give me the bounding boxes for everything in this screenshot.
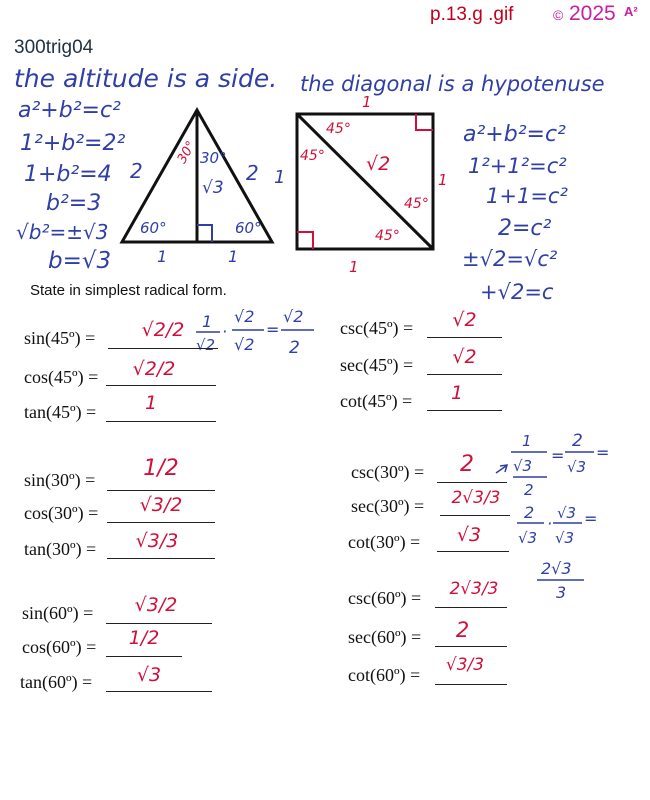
square-angle-label: 45° — [300, 148, 325, 164]
right-work-line: 1+1=c² — [486, 184, 568, 208]
tan45-answer[interactable]: 1 — [144, 392, 158, 414]
csc30-answer[interactable]: 2 — [460, 452, 474, 477]
csc45-label: csc(45º) = — [340, 318, 414, 338]
csc30-answer-line — [437, 482, 507, 483]
copyright-symbol: © — [553, 7, 564, 23]
sin45-label: sin(45º) = — [24, 328, 96, 348]
triangle-angle-bottom-right: 60° — [235, 219, 262, 237]
right-angle-mark — [197, 225, 212, 242]
equals-sign: = — [551, 446, 565, 465]
sec30-label: sec(30º) = — [351, 496, 425, 516]
left-work-line: b=√3 — [48, 248, 112, 274]
work-denominator: √2 — [234, 335, 255, 354]
equilateral-triangle-diagram — [122, 110, 285, 266]
triangle-angle-top-left: 30° — [174, 138, 200, 167]
work-numerator: 1 — [522, 432, 532, 450]
triangle-side-right-label: 2 — [246, 161, 259, 185]
cot30-label: cot(30º) = — [348, 532, 421, 552]
tan30-answer-line — [107, 558, 215, 559]
sin30-answer-line — [107, 490, 215, 491]
sin45-answer[interactable]: √2/2 — [141, 319, 185, 341]
sin60-label: sin(60º) = — [22, 603, 94, 623]
work-denominator: √3 — [567, 458, 587, 476]
heading-altitude-note: the altitude is a side. — [14, 64, 278, 93]
copyright-year: 2025 — [569, 2, 616, 25]
worksheet-title: 300trig04 — [14, 37, 94, 58]
triangle-altitude-label: √3 — [202, 178, 224, 198]
cot30-answer-line — [437, 551, 509, 552]
sin30-label: sin(30º) = — [24, 470, 96, 490]
square-side-bottom-label: 1 — [349, 258, 359, 276]
arrow-line — [496, 466, 506, 473]
sec60-answer[interactable]: 2 — [455, 618, 470, 642]
csc60-answer[interactable]: 2√3/3 — [449, 579, 499, 599]
triangle-side-extra-mark: 1 — [274, 167, 286, 188]
sin30-answer[interactable]: 1/2 — [143, 456, 179, 481]
cos30-answer-line — [107, 522, 215, 523]
tan60-label: tan(60º) = — [20, 672, 93, 692]
work-numerator: 2√3 — [541, 559, 572, 578]
dot-operator: · — [547, 514, 553, 533]
square-right-angle-mark-top — [416, 114, 433, 130]
cot60-answer-line — [435, 684, 507, 685]
cos45-answer[interactable]: √2/2 — [132, 358, 176, 380]
equals-sign: = — [596, 443, 610, 462]
square-right-angle-mark-bottom — [297, 232, 313, 249]
heading-diagonal-note: the diagonal is a hypotenuse — [300, 72, 605, 96]
square-diagram — [297, 93, 448, 276]
sin45-answer-line — [108, 348, 218, 349]
cos30-label: cos(30º) = — [24, 503, 99, 523]
sec45-label: sec(45º) = — [340, 355, 414, 375]
csc30-label: csc(30º) = — [351, 462, 425, 482]
csc45-answer-line — [427, 337, 502, 338]
work-numerator: √2 — [283, 307, 304, 326]
square-side-right-label: 1 — [438, 171, 448, 189]
work-denominator: 2 — [524, 481, 534, 499]
tan45-label: tan(45º) = — [24, 402, 97, 422]
square-side-top-label: 1 — [362, 93, 372, 111]
cot45-label: cot(45º) = — [340, 391, 413, 411]
filename-label: p.13.g .gif — [430, 4, 514, 25]
cos60-label: cos(60º) = — [22, 637, 97, 657]
equals-sign: = — [266, 320, 280, 339]
triangle-side-left-label: 2 — [130, 159, 143, 183]
csc45-answer[interactable]: √2 — [452, 309, 477, 331]
right-work-line: ±√2=√c² — [462, 247, 558, 271]
instructions-text: State in simplest radical form. — [30, 282, 227, 299]
work-denominator: √3 — [513, 457, 533, 475]
right-work-line: +√2=c — [480, 280, 554, 304]
work-denominator: √3 — [518, 529, 538, 547]
work-denominator: √3 — [555, 529, 575, 547]
square-angle-label: 45° — [326, 121, 351, 137]
cot60-label: cot(60º) = — [348, 665, 421, 685]
cot30-answer[interactable]: √3 — [456, 524, 482, 546]
left-work-line: a²+b²=c² — [18, 98, 121, 123]
square-diagonal — [297, 114, 433, 249]
csc60-answer-line — [435, 607, 507, 608]
right-work-line: 2=c² — [498, 216, 552, 241]
cos60-answer-line — [106, 656, 182, 657]
sec30-work — [517, 503, 597, 602]
left-work-line: b²=3 — [46, 191, 102, 216]
tan60-answer-line — [106, 691, 212, 692]
square-diagonal-label: √2 — [366, 153, 391, 175]
csc60-label: csc(60º) = — [348, 588, 422, 608]
right-work-line: 1²+1²=c² — [468, 154, 567, 178]
cos45-label: cos(45º) = — [24, 367, 99, 387]
work-denominator: √2 — [196, 336, 216, 354]
triangle-base-right-label: 1 — [228, 247, 239, 266]
work-numerator: 2 — [572, 431, 583, 451]
triangle-angle-bottom-left: 60° — [140, 219, 167, 237]
work-denominator: 3 — [556, 583, 567, 602]
tan45-answer-line — [106, 421, 216, 422]
equals-sign: = — [584, 509, 598, 528]
sin60-answer-line — [106, 623, 212, 624]
cos30-answer[interactable]: √3/2 — [139, 494, 183, 516]
left-work-line: 1+b²=4 — [24, 162, 112, 187]
sec30-answer-line — [440, 515, 510, 516]
tan30-answer[interactable]: √3/3 — [135, 530, 179, 552]
sin60-answer[interactable]: √3/2 — [134, 594, 178, 616]
left-work-line: √b²=±√3 — [16, 220, 109, 244]
sec60-answer-line — [435, 646, 507, 647]
work-numerator: √2 — [234, 307, 255, 326]
cot45-answer-line — [427, 410, 502, 411]
square-angle-label: 45° — [375, 228, 400, 244]
square-angle-label: 45° — [404, 196, 429, 212]
sec30-answer[interactable]: 2√3/3 — [451, 488, 501, 508]
tan30-label: tan(30º) = — [24, 539, 97, 559]
cot45-answer[interactable]: 1 — [450, 382, 464, 404]
cot60-answer[interactable]: √3/3 — [445, 655, 485, 675]
cos60-answer[interactable]: 1/2 — [128, 627, 160, 649]
right-work-line: a²+b²=c² — [463, 122, 566, 147]
work-denominator: 2 — [289, 338, 300, 358]
sec45-answer[interactable]: √2 — [452, 346, 477, 368]
brand-logo: A² — [624, 4, 638, 19]
triangle-angle-top-right: 30° — [200, 149, 227, 167]
triangle-base-left-label: 1 — [157, 247, 168, 266]
dot-operator: · — [222, 322, 228, 341]
sec60-label: sec(60º) = — [348, 627, 422, 647]
work-numerator: 1 — [202, 312, 213, 331]
left-work-line: 1²+b²=2² — [20, 131, 126, 156]
work-numerator: √3 — [557, 504, 577, 522]
sec45-answer-line — [427, 374, 502, 375]
work-numerator: 2 — [524, 503, 535, 522]
tan60-answer[interactable]: √3 — [136, 664, 162, 686]
cos45-answer-line — [106, 385, 216, 386]
